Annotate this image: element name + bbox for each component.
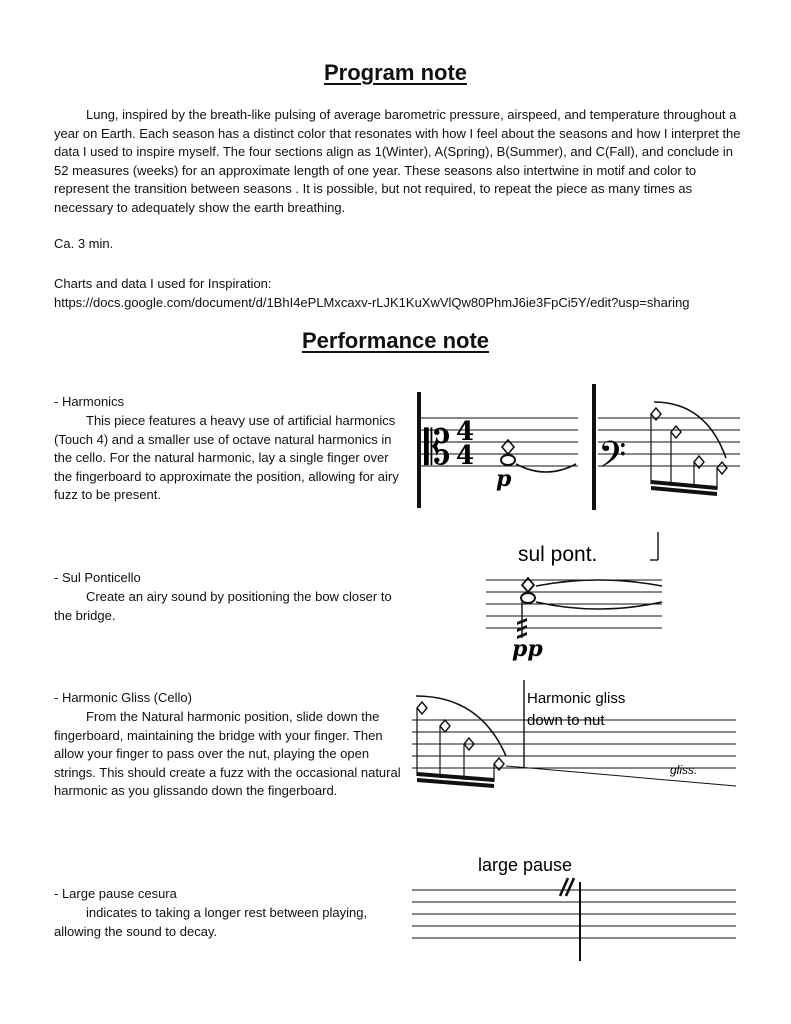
program-note-paragraph: Lung, inspired by the breath-like pulsing of average barometric pressure, airspeed, and temperature throughout a year on Earth. Each season has a distinct color that resonates with how I feel about the seasons and how I interpret the data I used to inspire myself. The four sections align as 1(Winter), A(Spring), B(Summer), and C(Fall), and conclude in 52 measures (weeks) for an approximate length of one year. These seasons also intertwine in motif and color to represent the transition between seasons . It is possible, but not required, to repeat the piece as many times as necessary to adequately show the earth breathing. (54, 107, 741, 215)
harmonic-gliss-label-1: Harmonic gliss (527, 690, 626, 707)
whole-note-head (521, 593, 535, 603)
sul-pont-notation-example (480, 530, 680, 665)
harmonic-gliss-notes (651, 402, 727, 496)
performance-note-title: Performance note (301, 328, 490, 353)
sul-ponticello-body: Create an airy sound by positioning the bow closer to the bridge. (54, 589, 392, 623)
gliss-line (506, 766, 736, 786)
whole-note-head (501, 455, 515, 465)
sul-ponticello-title: - Sul Ponticello (54, 570, 141, 585)
program-note-title: Program note (323, 60, 468, 85)
harmonics-notation-example (410, 380, 750, 515)
bass-clef-icon: 𝄢 (598, 434, 627, 485)
harmonic-gliss-label-2: down to nut (527, 712, 605, 729)
harmonic-gliss-title: - Harmonic Gliss (Cello) (54, 690, 192, 705)
large-pause-body: indicates to taking a longer rest between playing, allowing the sound to decay. (54, 905, 368, 939)
harmonics-title: - Harmonics (54, 394, 125, 409)
harmonic-gliss-notation-example (408, 680, 743, 800)
time-sig-bottom: 4 (456, 441, 475, 471)
dynamic-pp: pp (512, 636, 543, 662)
tie-curve (516, 464, 576, 472)
duration-text: Ca. 3 min. (54, 236, 114, 251)
harmonic-gliss-body: From the Natural harmonic position, slide down the fingerboard, maintaining the bridge with your finger. Then allow your finger to pass over the nut, playing the open strings. This should create a fuzz with the occasional natural harmonic as you glissando down the fingerboard. (54, 709, 401, 799)
tie-curve-upper (536, 580, 662, 586)
tie-curve-lower (536, 602, 662, 609)
large-pause-notation-example (408, 850, 743, 965)
harmonics-body: This piece features a heavy use of artificial harmonics (Touch 4) and a smaller use of octave natural harmonics in the cello. For the natural harmonic, lay a single finger over the fingerboard to approximate the position, allowing for airy fuzz to be present. (54, 413, 399, 503)
large-pause-title: - Large pause cesura (54, 886, 177, 901)
sul-pont-label: sul pont. (518, 543, 598, 566)
harmonic-gliss-notes (416, 696, 506, 788)
charts-label: Charts and data I used for Inspiration: (54, 276, 272, 291)
cesura-icon (560, 878, 574, 896)
gliss-text: gliss. (670, 763, 698, 777)
dynamic-p: p (496, 466, 512, 492)
time-sig-top: 4 (456, 417, 475, 447)
charts-url-link[interactable]: https://docs.google.com/document/d/1BhI4ePLMxcaxv-rLJK1KuXwVlQw80PhmJ6ie3FpCi5Y/edit?usp=sharing (54, 295, 690, 310)
large-pause-label: large pause (478, 855, 573, 875)
alto-clef-icon: 𝄡 (424, 420, 451, 476)
